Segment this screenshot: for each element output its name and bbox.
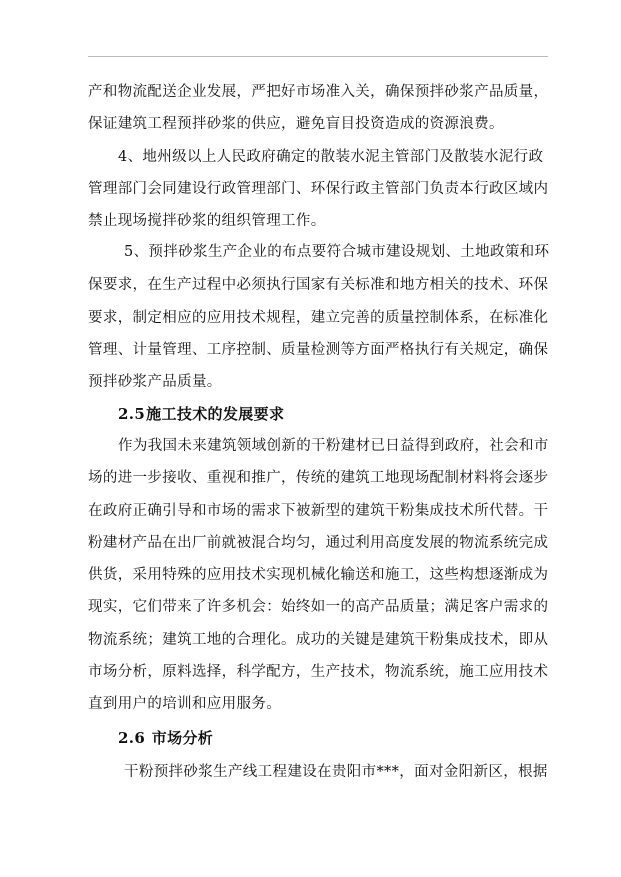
para5-line-1: 干粉预拌砂浆生产线工程建设在贵阳市***，面对金阳新区，根据 <box>124 764 548 780</box>
para4-line-2: 场的进一步接收、重视和推广，传统的建筑工地现场配制材料将会逐步 <box>88 470 549 486</box>
para4-line-3: 在政府正确引导和市场的需求下被新型的建筑干粉集成技术所代替。干 <box>88 503 549 519</box>
section-heading-2-6 <box>118 728 213 748</box>
para4-line-7: 物流系统；建筑工地的合理化。成功的关键是建筑干粉集成技术，即从 <box>88 632 549 648</box>
section-number-2-5: 2.5 <box>118 405 146 423</box>
section-title-2-6: 市场分析 <box>151 729 214 747</box>
header-rule <box>88 56 548 57</box>
para2-line-2: 管理部门会同建设行政管理部门、环保行政主管部门负责本行政区域内 <box>88 181 549 197</box>
para4-line-6: 现实，它们带来了许多机会：始终如一的高产品质量；满足客户需求的 <box>88 599 549 615</box>
para4-line-9: 直到用户的培训和应用服务。 <box>88 696 282 712</box>
para3-line-5: 预拌砂浆产品质量。 <box>88 374 222 390</box>
para1-line-1: 产和物流配送企业发展，严把好市场准入关，确保预拌砂浆产品质量， <box>88 84 549 100</box>
para3-line-2: 保要求，在生产过程中必须执行国家有关标准和地方相关的技术、环保 <box>88 277 549 293</box>
section-title-2-5: 施工技术的发展要求 <box>146 405 285 423</box>
para3-line-1: 5、预拌砂浆生产企业的布点要符合城市建设规划、土地政策和环 <box>124 244 550 260</box>
para3-line-3: 要求，制定相应的应用技术规程，建立完善的质量控制体系，在标准化 <box>88 310 549 326</box>
section-number-2-6: 2.6 <box>118 729 146 747</box>
para2-line-1: 4、地州级以上人民政府确定的散装水泥主管部门及散装水泥行政 <box>118 149 544 165</box>
para4-line-4: 粉建材产品在出厂前就被混合均匀，通过利用高度发展的物流系统完成 <box>88 535 549 551</box>
para4-line-8: 市场分析，原料选择，科学配方，生产技术，物流系统，施工应用技术 <box>88 664 549 680</box>
para3-line-4: 管理、计量管理、工序控制、质量检测等方面严格执行有关规定，确保 <box>88 342 549 358</box>
para2-line-3: 禁止现场搅拌砂浆的组织管理工作。 <box>88 213 326 229</box>
para4-line-5: 供货，采用特殊的应用技术实现机械化输送和施工，这些构想逐渐成为 <box>88 567 549 583</box>
para1-line-2: 保证建筑工程预拌砂浆的供应，避免盲目投资造成的资源浪费。 <box>88 116 504 132</box>
section-heading-2-5 <box>118 404 284 424</box>
para4-line-1: 作为我国未来建筑领域创新的干粉建材已日益得到政府，社会和市 <box>118 438 549 454</box>
